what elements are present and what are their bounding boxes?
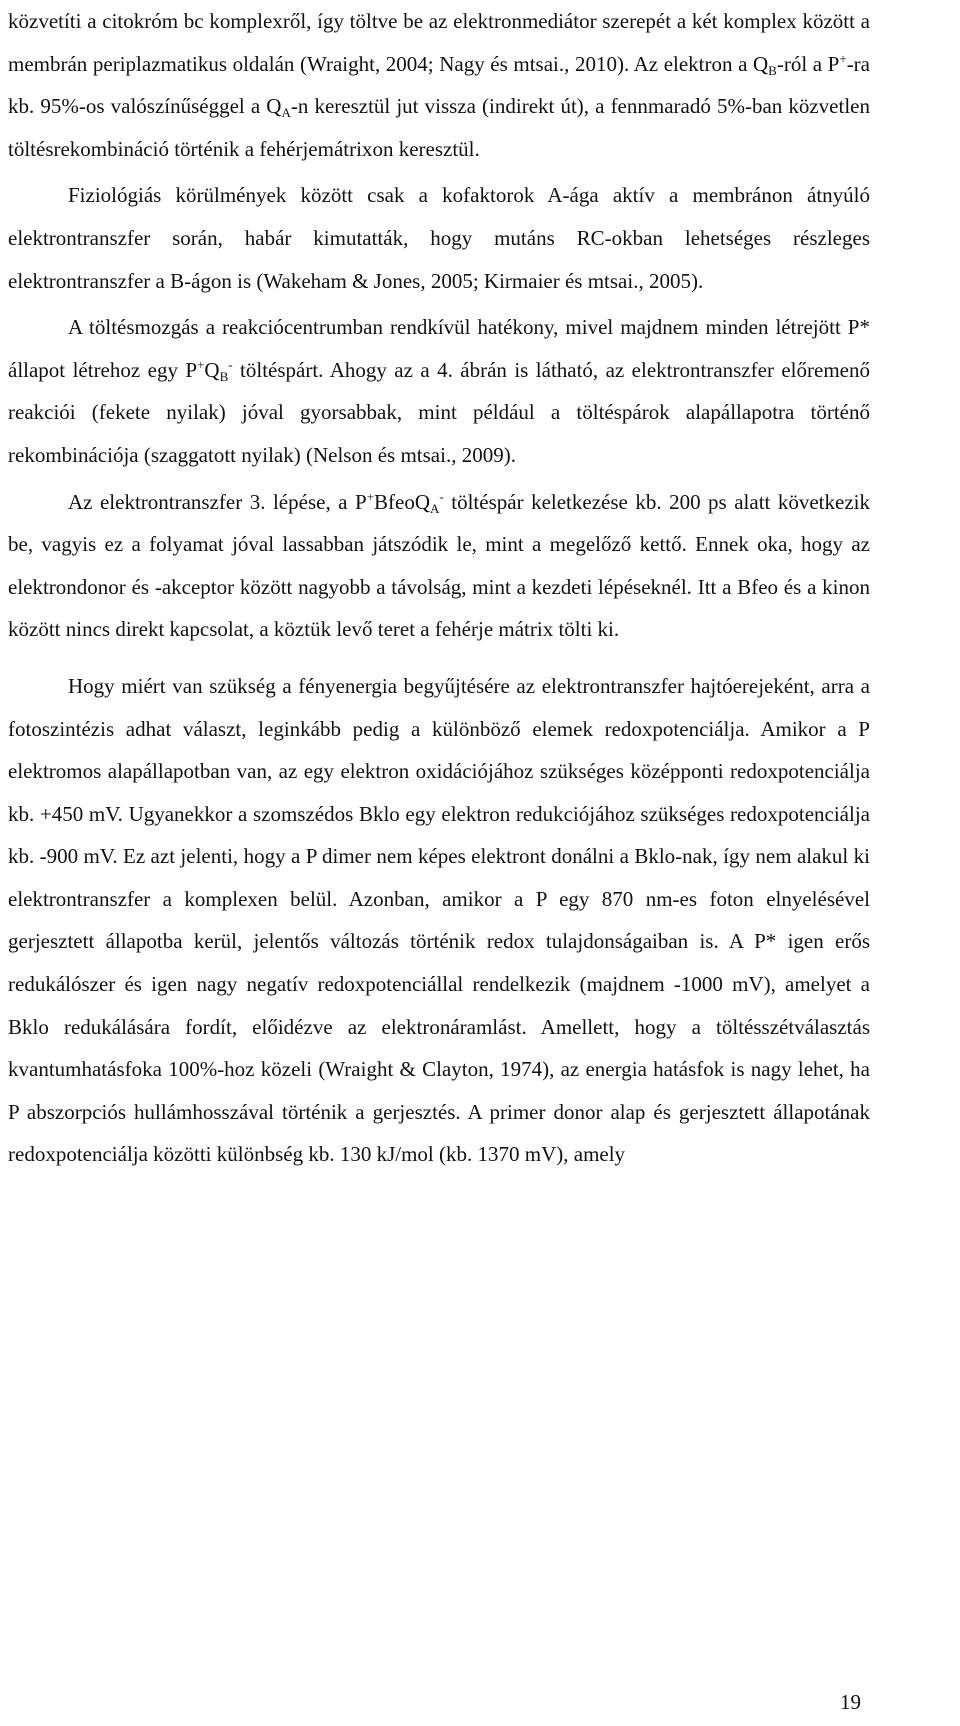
paragraph-2 (8, 174, 870, 302)
text-run: -n keresztül jut vissza (indirekt út), a fennmaradó 5%-ban közvetlen töltésrekombináció történik a fehérjemátrixon keresztül. (8, 94, 870, 161)
text-run: töltéspárt. Ahogy az a 4. ábrán is látható, az elektrontranszfer előremenő reakciói (fekete nyilak) jóval gyorsabbak, mint például a töltéspárok alapállapotra történő rekombinációja (szaggatott nyilak) (Nelson és mtsai., 2009). (8, 357, 870, 467)
paragraph-4 (8, 481, 870, 651)
paragraph-3 (8, 306, 870, 476)
text-run: töltéspár keletkezése kb. 200 ps alatt következik be, vagyis ez a folyamat jóval lassabban játszódik le, mint a megelőző kettő. Ennek oka, hogy az elektrondonor és -akceptor között nagyobb a távolság, mint a kezdeti lépéseknél. Itt a Bfeo és a kinon között nincs direkt kapcsolat, a köztük levő teret a fehérje mátrix tölti ki. (8, 489, 870, 642)
superscript: - (439, 488, 444, 504)
text-run: Hogy miért van szükség a fényenergia begyűjtésére az elektrontranszfer hajtóerejeként, arra a fotoszintézis adhat választ, leginkább pedig a különböző elemek redoxpotenciálja. Amikor a P elektromos alapállapotban van, az egy elektron oxidációjához szükséges középponti redoxpotenciálja kb. +450 mV. Ugyanekkor a szomszédos Bklo egy elektron redukciójához szükséges redoxpotenciálja kb. -900 mV. Ez azt jelenti, hogy a P dimer nem képes elektront donálni a Bklo-nak, így nem alakul ki elektrontranszfer a komplexen belül. Azonban, amikor a P egy 870 nm-es foton elnyelésével gerjesztett állapotba kerül, jelentős változás történik redox tulajdonságaiban is. A P* igen erős redukálószer és igen nagy negatív redoxpotenciállal rendelkezik (majdnem -1000 mV), amelyet a Bklo redukálására fordít, előidézve az elektronáramlást. Amellett, hogy a töltésszétválasztás kvantumhatásfoka 100%-hoz közeli (Wraight & Clayton, 1974), az energia hatásfok is nagy lehet, ha P abszorpciós hullámhosszával történik a gerjesztés. A primer donor alap és gerjesztett állapotának redoxpotenciálja közötti különbség kb. 130 kJ/mol (kb. 1370 mV), amely (8, 673, 870, 1167)
text-run: Q (204, 357, 220, 382)
text-run: Az elektrontranszfer 3. lépése, a P (68, 489, 367, 514)
document-page (8, 0, 870, 1176)
superscript: + (366, 488, 375, 504)
superscript: - (228, 356, 233, 372)
text-run: közvetíti a citokróm bc komplexről, így töltve be az elektronmediátor szerepét a két komplex között a membrán periplazmatikus oldalán (Wraight, 2004; Nagy és mtsai., 2010). Az elektron a Q (8, 9, 870, 76)
text-run: -ról a P (776, 51, 840, 76)
text-run: BfeoQ (374, 489, 431, 514)
superscript: + (839, 50, 847, 66)
text-run: Fiziológiás körülmények között csak a kofaktorok A-ága aktív a membránon átnyúló elektrontranszfer során, habár kimutatták, hogy mutáns RC-okban lehetséges részleges elektrontranszfer a B-ágon is (Wakeham & Jones, 2005; Kirmaier és mtsai., 2005). (8, 183, 870, 293)
text-run: A töltésmozgás a reakciócentrumban rendkívül hatékony, mivel majdnem minden létrejött P* állapot létrehoz egy P (8, 315, 870, 382)
superscript: + (197, 356, 205, 372)
page-number: 19 (840, 1690, 861, 1714)
subscript: B (768, 62, 777, 78)
paragraph-1 (8, 0, 870, 170)
text-run: -ra kb. 95%-os valószínűséggel a Q (8, 51, 870, 119)
subscript: A (430, 500, 440, 516)
paragraph-5 (8, 665, 870, 1176)
subscript: A (281, 105, 291, 121)
subscript: B (219, 368, 229, 384)
